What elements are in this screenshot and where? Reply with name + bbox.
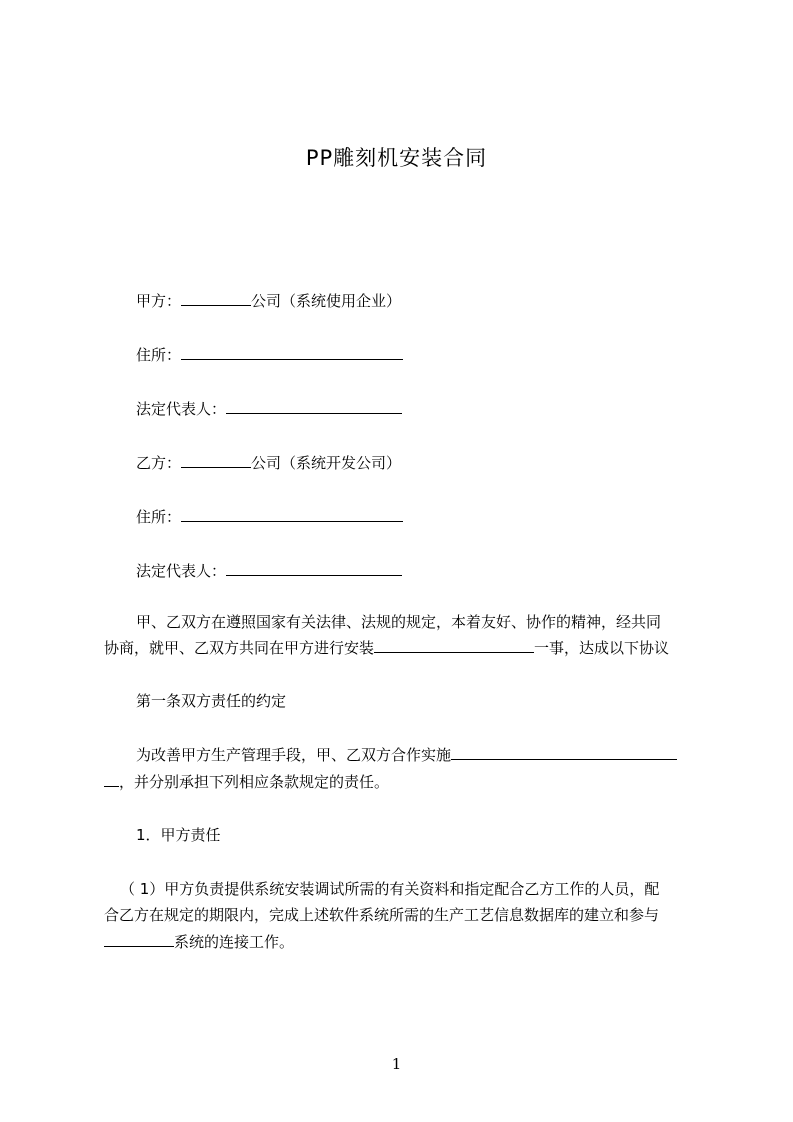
item-1-1-line-2: 合乙方在规定的期限内，完成上述软件系统所需的生产工艺信息数据库的建立和参与 [104, 906, 660, 924]
legal-rep-label: 法定代表人： [136, 562, 227, 580]
intro-line-2-suffix: 一事，达成以下协议 [534, 639, 670, 657]
party-b-address-line [136, 507, 403, 527]
article-1-line-1-text: 为改善甲方生产管理手段，甲、乙双方合作实施 [136, 746, 452, 764]
party-a-suffix: 公司（系统使用企业） [251, 292, 402, 310]
party-b-suffix: 公司（系统开发公司） [251, 454, 402, 472]
item-1-heading: 1．甲方责任 [136, 826, 221, 844]
project-blank-continued [104, 772, 119, 787]
intro-line-2-prefix: 协商，就甲、乙双方共同在甲方进行安装 [104, 639, 375, 657]
party-a-address-line [136, 345, 403, 365]
address-label: 住所： [136, 346, 182, 364]
intro-line-1: 甲、乙双方在遵照国家有关法律、法规的规定，本着友好、协作的精神，经共同 [136, 613, 662, 631]
party-b-legal-rep-line [136, 561, 402, 581]
page-number: 1 [391, 1055, 402, 1073]
legal-rep-blank [226, 561, 402, 576]
address-blank [181, 345, 403, 360]
item-1-1-line-1: （ 1）甲方负责提供系统安装调试所需的有关资料和指定配合乙方工作的人员，配 [120, 880, 660, 898]
install-item-blank [374, 638, 534, 653]
address-blank [181, 507, 403, 522]
document-title: PP雕刻机安装合同 [305, 146, 488, 170]
project-blank [451, 745, 677, 760]
intro-line-2 [104, 638, 669, 658]
item-1-1-line-3-text: 系统的连接工作。 [174, 933, 295, 951]
article-1-line-2 [104, 772, 389, 792]
item-1-1-line-3 [104, 932, 294, 952]
legal-rep-label: 法定代表人： [136, 400, 227, 418]
party-a-line [136, 291, 401, 311]
address-label: 住所： [136, 508, 182, 526]
article-1-line-1 [136, 745, 677, 765]
party-a-label: 甲方： [136, 292, 182, 310]
party-a-legal-rep-line [136, 399, 402, 419]
party-b-blank [181, 453, 251, 468]
party-a-blank [181, 291, 251, 306]
system-blank [104, 932, 174, 947]
party-b-label: 乙方： [136, 454, 182, 472]
party-b-line [136, 453, 401, 473]
legal-rep-blank [226, 399, 402, 414]
article-1-heading: 第一条双方责任的约定 [136, 692, 287, 710]
article-1-line-2-text: ，并分别承担下列相应条款规定的责任。 [119, 773, 390, 791]
